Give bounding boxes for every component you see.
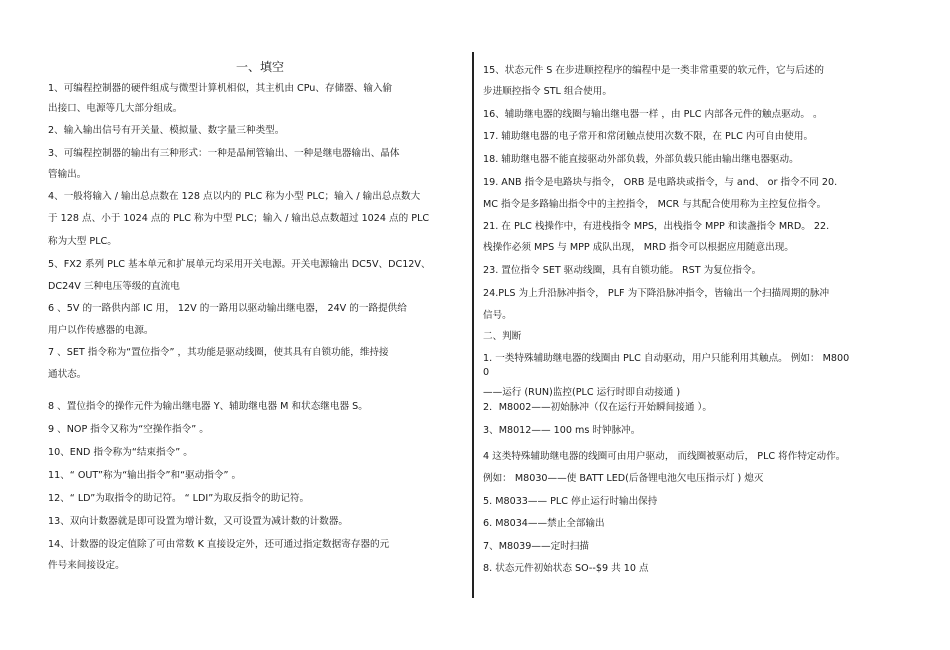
text-line: 21. 在 PLC 栈操作中，有进栈指令 MPS，出栈指令 MPP 和读盏指令 MRD。 22. [483, 221, 830, 232]
text-line: 14、计数器的设定值除了可由常数 K 直接设定外，还可通过指定数据寄存器的元 [48, 539, 390, 550]
text-line: 例如： M8030——使 BATT LED(后备锂电池欠电压指示灯 ) 熄灭 [483, 473, 764, 484]
text-line: 栈操作必须 MPS 与 MPP 成队出现， MRD 指令可以根据应用随意出现。 [483, 242, 794, 253]
text-line: 4 这类特殊辅助继电器的线圈可由用户驱动， 而线圈被驱动后， PLC 将作特定动作。 [483, 451, 846, 462]
text-line: 2、输入输出信号有开关量、模拟量、数字量三种类型。 [48, 125, 285, 136]
text-line: 信号。 [483, 310, 512, 321]
text-line: 11、“ OUT”称为“输出指令”和“驱动指令” 。 [48, 470, 242, 481]
text-line: 于 128 点、小于 1024 点的 PLC 称为中型 PLC；输入 / 输出总点数超过 1024 点的 PLC [48, 213, 430, 224]
text-line: 9 、NOP 指令又称为“空操作指令” 。 [48, 424, 209, 435]
text-line: 通状态。 [48, 369, 87, 380]
text-line: 件号来间接设定。 [48, 560, 125, 571]
text-line: 4、一般将输入 / 输出总点数在 128 点以内的 PLC 称为小型 PLC；输入 / 输出总点数大 [48, 191, 421, 202]
text-line: 17. 辅助继电器的电子常开和常闭触点使用次数不限，在 PLC 内可自由使用。 [483, 131, 814, 142]
text-line: 18. 辅助继电器不能直接驱动外部负载，外部负载只能由输出继电器驱动。 [483, 154, 799, 165]
text-line: 7、M8039——定时扫描 [483, 541, 589, 552]
text-line: 管输出。 [48, 169, 87, 180]
text-line: 1、可编程控制器的硬件组成与微型计算机相似，其主机由 CPu、存储器、输入偷 [48, 83, 393, 94]
text-line: DC24V 三种电压等级的直流电 [48, 281, 180, 292]
text-line: 出接口、电源等几大部分组成。 [48, 103, 183, 114]
section-heading-judge: 二、判断 [483, 331, 522, 342]
text-line: 19. ANB 指令是电路块与指令， ORB 是电路块或指令，与 and、 or 指令不同 20. [483, 177, 838, 188]
text-line: 用户以作传感器的电源。 [48, 325, 154, 336]
text-line: 8 、置位指令的操作元件为输出继电器 Y、辅助继电器 M 和状态继电器 S。 [48, 401, 368, 412]
text-line: 5、FX2 系列 PLC 基本单元和扩展单元均采用开关电源。开关电源输出 DC5V、DC12V、 [48, 259, 431, 270]
text-line: 6 、5V 的一路供内部 IC 用， 12V 的一路用以驱动输出继电器， 24V 的一路提供给 [48, 303, 407, 314]
text-line: 7 、SET 指令称为“置位指令” ，其功能是驱动线圈，使其具有自锁功能，维持接 [48, 347, 389, 358]
text-line: 0 [483, 367, 490, 378]
text-line: 8. 状态元件初始状态 SO--$9 共 10 点 [483, 563, 649, 574]
text-line: 5. M8033—— PLC 停止运行时输出保持 [483, 496, 658, 507]
text-line: 10、END 指令称为“结束指令” 。 [48, 447, 193, 458]
text-line: 12、“ LD”为取指令的助记符。 “ LDI”为取反指令的助记符。 [48, 493, 310, 504]
text-line: MC 指令是多路输出指令中的主控指令， MCR 与其配合使用称为主控复位指令。 [483, 199, 827, 210]
text-line: 6. M8034——禁止全部输出 [483, 518, 605, 529]
text-line: 称为大型 PLC。 [48, 236, 117, 247]
text-line: 3、可编程控制器的输出有三种形式：一种是晶闸管输出、一种是继电器输出、晶体 [48, 148, 400, 159]
text-line: 24.PLS 为上升沿脉冲指令， PLF 为下降沿脉冲指令，皆输出一个扫描周期的脉冲 [483, 288, 830, 299]
text-line: 3、M8012—— 100 ms 时钟脉冲。 [483, 425, 641, 436]
text-line: 1. 一类特殊辅助继电器的线圈由 PLC 自动驱动，用户只能利用其触点。 例如： M800 [483, 353, 850, 364]
section-heading-fill-blank: 一、填空 [236, 60, 285, 74]
text-line: 15、状态元件 S 在步进顺控程序的编程中是一类非常重要的软元件，它与后述的 [483, 65, 824, 76]
text-line: 23. 置位指令 SET 驱动线圈，具有自锁功能。 RST 为复位指令。 [483, 265, 762, 276]
text-line: 13、双向计数器就是即可设置为增计数，又可设置为减计数的计数器。 [48, 516, 349, 527]
column-divider [472, 52, 474, 598]
text-line: 步进顺控指令 STL 组合使用。 [483, 86, 612, 97]
text-line: ——运行 (RUN)监控(PLC 运行时即自动接通 ) [483, 387, 681, 398]
text-line: 16、辅助继电器的线圈与输出继电器一样 ，由 PLC 内部各元件的触点驱动。 。 [483, 109, 823, 120]
text-line: 2．M8002——初始脉冲（仅在运行开始瞬间接通 ）。 [483, 402, 712, 413]
